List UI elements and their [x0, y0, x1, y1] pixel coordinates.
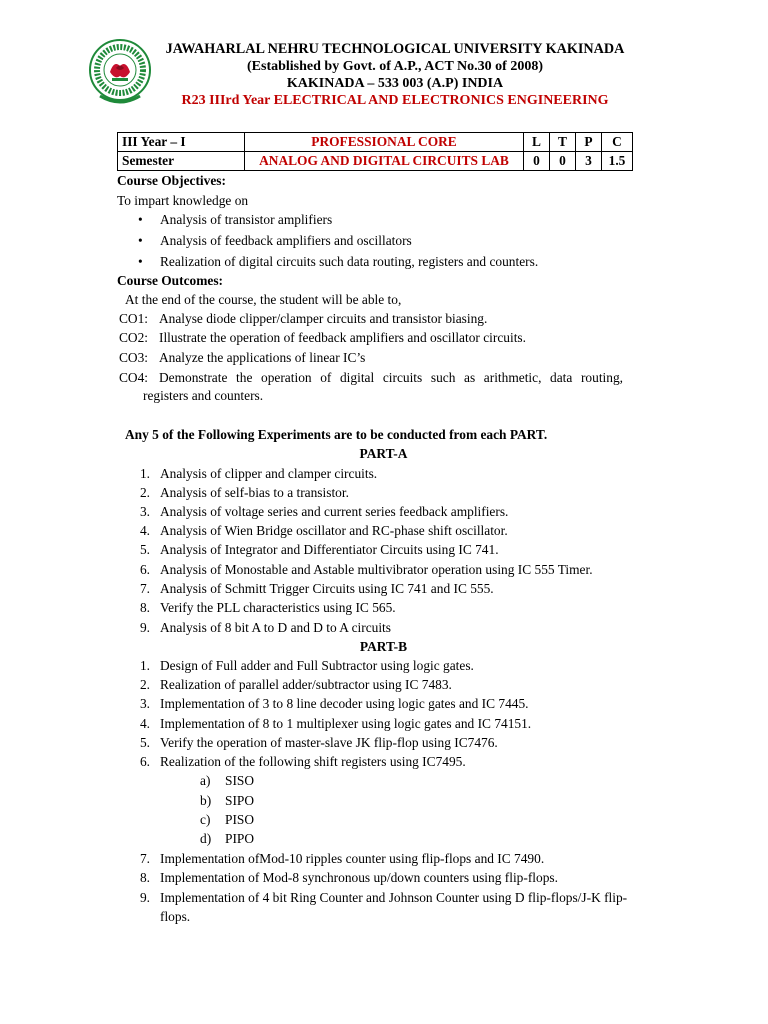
outcome-text: Analyse diode clipper/clamper circuits and transistor biasing.: [159, 311, 488, 326]
objective-text: Realization of digital circuits such data routing, registers and counters.: [160, 254, 539, 269]
bullet-dot-icon: •: [138, 233, 143, 248]
outcomes-intro: At the end of the course, the student will be able to,: [125, 292, 402, 307]
item-number: 4.: [139, 523, 150, 538]
sub-item-label: c): [200, 812, 211, 827]
program-title: R23 IIIrd Year ELECTRICAL AND ELECTRONICS ENGINEERING: [181, 93, 609, 108]
item-number: 7.: [139, 581, 150, 596]
course-info-table: [117, 132, 633, 171]
experiment-text: Implementation of 4 bit Ring Counter and Johnson Counter using D flip-flops/J-K flip-: [160, 890, 628, 905]
objective-text: Analysis of feedback amplifiers and oscillators: [160, 233, 412, 248]
university-address: KAKINADA – 533 003 (A.P) INDIA: [286, 76, 504, 91]
item-number: 4.: [139, 716, 150, 731]
item-number: 5.: [139, 542, 150, 557]
experiment-text: Implementation ofMod-10 ripples counter using flip-flops and IC 7490.: [160, 851, 545, 866]
item-number: 6.: [139, 562, 150, 577]
credit-value-l: 0: [524, 152, 550, 171]
establishment-note: (Established by Govt. of A.P., ACT No.30 of 2008): [247, 59, 543, 74]
outcome-code: CO4:: [119, 370, 149, 385]
experiment-text: Analysis of voltage series and current series feedback amplifiers.: [160, 504, 509, 519]
outcome-text: Demonstrate the operation of digital circuits such as arithmetic, data routing,: [159, 370, 623, 385]
sub-item-text: PISO: [225, 812, 255, 827]
item-number: 1.: [139, 466, 150, 481]
experiment-text: Analysis of clipper and clamper circuits.: [160, 466, 378, 481]
experiment-text: Analysis of Monostable and Astable multivibrator operation using IC 555 Timer.: [160, 562, 593, 577]
course-info-row-2: [118, 152, 633, 171]
item-number: 3.: [139, 696, 150, 711]
experiment-text: Analysis of Schmitt Trigger Circuits using IC 741 and IC 555.: [160, 581, 494, 596]
bullet-dot-icon: •: [138, 212, 143, 227]
experiment-text: Design of Full adder and Full Subtractor using logic gates.: [160, 658, 474, 673]
part-b-heading: PART-B: [359, 639, 408, 654]
experiment-text: Implementation of 8 to 1 multiplexer using logic gates and IC 74151.: [160, 716, 532, 731]
experiment-text-continuation: flops.: [160, 909, 191, 924]
item-number: 8.: [139, 600, 150, 615]
item-number: 5.: [139, 735, 150, 750]
experiment-text: Verify the PLL characteristics using IC 565.: [160, 600, 396, 615]
item-number: 2.: [139, 485, 150, 500]
experiment-text: Realization of the following shift registers using IC7495.: [160, 754, 466, 769]
item-number: 3.: [139, 504, 150, 519]
experiment-text: Analysis of self-bias to a transistor.: [160, 485, 349, 500]
semester-cell: Semester: [118, 152, 245, 171]
item-number: 1.: [139, 658, 150, 673]
experiment-text: Verify the operation of master-slave JK flip-flop using IC7476.: [160, 735, 498, 750]
item-number: 9.: [139, 620, 150, 635]
credit-header-l: L: [524, 133, 550, 152]
objectives-intro: To impart knowledge on: [117, 193, 249, 208]
item-number: 7.: [139, 851, 150, 866]
credit-header-p: P: [576, 133, 602, 152]
outcome-text: Analyze the applications of linear IC’s: [159, 350, 366, 365]
experiments-instruction: Any 5 of the Following Experiments are to be conducted from each PART.: [125, 427, 548, 442]
item-number: 6.: [139, 754, 150, 769]
bullet-dot-icon: •: [138, 254, 143, 269]
outcomes-heading: Course Outcomes:: [117, 273, 223, 288]
objectives-heading: Course Objectives:: [117, 173, 226, 188]
credit-value-t: 0: [550, 152, 576, 171]
course-title-cell: ANALOG AND DIGITAL CIRCUITS LAB: [245, 152, 524, 171]
part-a-heading: PART-A: [359, 446, 408, 461]
sub-item-label: b): [200, 793, 212, 808]
outcome-text: Illustrate the operation of feedback amplifiers and oscillator circuits.: [159, 330, 526, 345]
experiment-text: Implementation of Mod-8 synchronous up/down counters using flip-flops.: [160, 870, 558, 885]
experiment-text: Analysis of 8 bit A to D and D to A circuits: [160, 620, 391, 635]
item-number: 9.: [139, 890, 150, 905]
outcome-code: CO2:: [119, 330, 149, 345]
credit-header-t: T: [550, 133, 576, 152]
item-number: 2.: [139, 677, 150, 692]
experiment-text: Analysis of Integrator and Differentiator Circuits using IC 741.: [160, 542, 499, 557]
objective-text: Analysis of transistor amplifiers: [160, 212, 333, 227]
credit-value-p: 3: [576, 152, 602, 171]
sub-item-text: PIPO: [225, 831, 255, 846]
outcome-code: CO1:: [119, 311, 149, 326]
credit-value-c: 1.5: [602, 152, 633, 171]
experiment-text: Analysis of Wien Bridge oscillator and RC-phase shift oscillator.: [160, 523, 508, 538]
sub-item-text: SISO: [225, 773, 255, 788]
year-cell: III Year – I: [118, 133, 245, 152]
category-cell: PROFESSIONAL CORE: [245, 133, 524, 152]
sub-item-label: d): [200, 831, 212, 846]
course-info-row-1: [118, 133, 633, 152]
credit-header-c: C: [602, 133, 633, 152]
university-seal-icon: [88, 38, 152, 106]
outcome-text-continuation: registers and counters.: [143, 388, 264, 403]
sub-item-text: SIPO: [225, 793, 255, 808]
sub-item-label: a): [200, 773, 211, 788]
experiment-text: Realization of parallel adder/subtractor using IC 7483.: [160, 677, 452, 692]
experiment-text: Implementation of 3 to 8 line decoder using logic gates and IC 7445.: [160, 696, 529, 711]
outcome-code: CO3:: [119, 350, 149, 365]
university-name: JAWAHARLAL NEHRU TECHNOLOGICAL UNIVERSITY KAKINADA: [165, 41, 625, 57]
item-number: 8.: [139, 870, 150, 885]
